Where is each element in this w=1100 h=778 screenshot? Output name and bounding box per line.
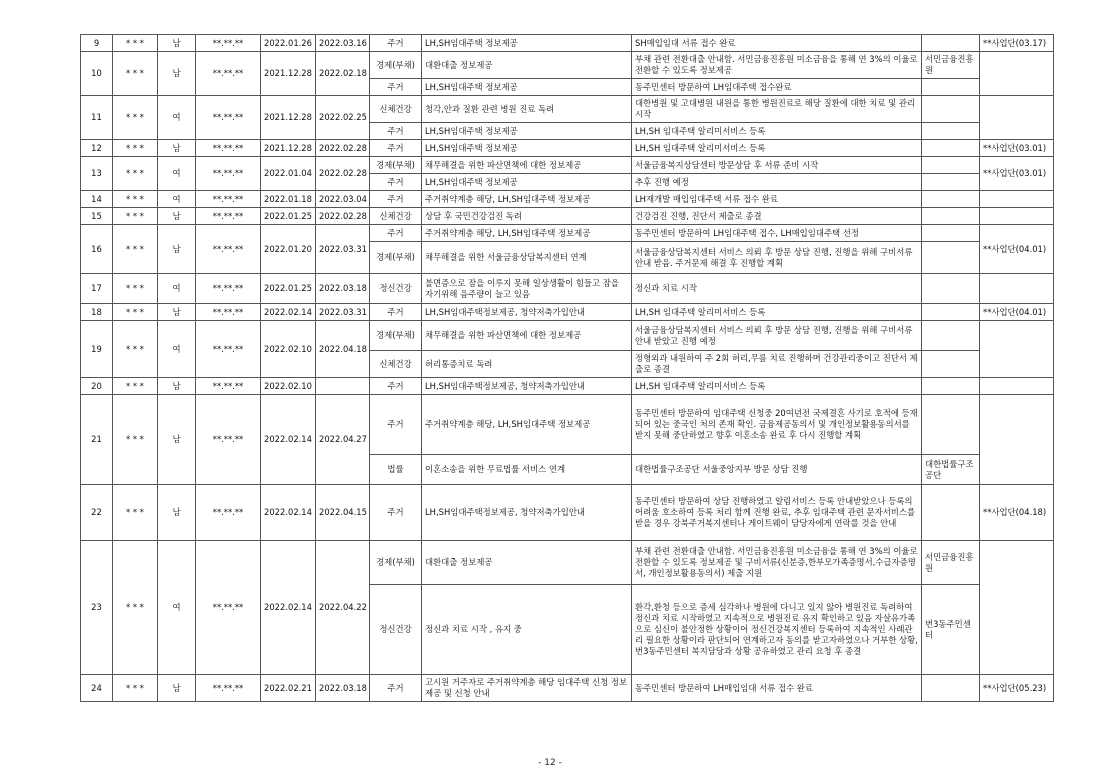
linked-org <box>922 351 980 378</box>
page-number: - 12 - <box>538 758 562 768</box>
service-area: 주거 <box>370 35 422 52</box>
client-sex: 여 <box>158 157 196 191</box>
service-result: 정신과 치료 시작 <box>632 274 922 304</box>
service-area: 경제(부채) <box>370 157 422 174</box>
table-row <box>81 52 1054 79</box>
client-name: * * * <box>113 96 158 140</box>
end-date: 2022.02.25 <box>316 96 370 140</box>
service-content: LH,SH임대주택 정보제공 <box>422 79 632 96</box>
service-result: 건강검진 진행, 진단서 제출로 종결 <box>632 208 922 225</box>
service-area: 경제(부채) <box>370 321 422 351</box>
start-date: 2022.02.14 <box>261 395 316 485</box>
service-result: 동주민센터 방문하여 LH매입임대 서류 접수 완료 <box>632 675 922 702</box>
client-birth: **.**.** <box>196 225 261 274</box>
client-sex: 남 <box>158 140 196 157</box>
service-content: 허리통증치료 독려 <box>422 351 632 378</box>
linked-org <box>922 274 980 304</box>
case-note: **사업단(04.01) <box>980 304 1054 321</box>
case-number: 19 <box>81 321 113 378</box>
service-area: 주거 <box>370 675 422 702</box>
service-result: 추후 진행 예정 <box>632 174 922 191</box>
case-number: 16 <box>81 225 113 274</box>
start-date: 2021.12.28 <box>261 96 316 140</box>
end-date: 2022.04.27 <box>316 395 370 485</box>
service-content: LH,SH임대주택정보제공, 청약저축가입안내 <box>422 304 632 321</box>
start-date: 2022.01.25 <box>261 274 316 304</box>
client-name: * * * <box>113 225 158 274</box>
service-content: LH,SH임대주택 정보제공 <box>422 35 632 52</box>
start-date: 2022.01.18 <box>261 191 316 208</box>
service-content: 채무해결을 위한 파산면책에 대한 정보제공 <box>422 157 632 174</box>
case-note: **사업단(04.18) <box>980 485 1054 541</box>
start-date: 2022.01.04 <box>261 157 316 191</box>
service-content: LH,SH임대주택 정보제공 <box>422 140 632 157</box>
client-sex: 남 <box>158 675 196 702</box>
start-date: 2022.01.20 <box>261 225 316 274</box>
service-content: 정신과 치료 시작 , 유지 중 <box>422 585 632 675</box>
case-note <box>980 96 1054 140</box>
table-row <box>81 485 1054 541</box>
linked-org <box>922 485 980 541</box>
client-name: * * * <box>113 541 158 675</box>
client-birth: **.**.** <box>196 378 261 395</box>
service-result: LH재개발 매입임대주택 서류 접수 완료 <box>632 191 922 208</box>
client-sex: 남 <box>158 208 196 225</box>
linked-org <box>922 395 980 455</box>
case-number: 15 <box>81 208 113 225</box>
client-sex: 여 <box>158 321 196 378</box>
start-date: 2022.02.14 <box>261 485 316 541</box>
service-result: LH,SH 임대주택 알리미서비스 등록 <box>632 304 922 321</box>
case-note <box>980 274 1054 304</box>
case-note: **사업단(03.01) <box>980 157 1054 191</box>
start-date: 2022.02.14 <box>261 304 316 321</box>
client-name: * * * <box>113 191 158 208</box>
client-sex: 남 <box>158 35 196 52</box>
case-note <box>980 52 1054 96</box>
service-area: 주거 <box>370 485 422 541</box>
service-content: 이혼소송을 위한 무료법률 서비스 연계 <box>422 455 632 485</box>
client-birth: **.**.** <box>196 191 261 208</box>
service-content: 주거취약계층 해당, LH,SH임대주택 정보제공 <box>422 395 632 455</box>
client-name: * * * <box>113 52 158 96</box>
client-name: * * * <box>113 208 158 225</box>
case-number: 9 <box>81 35 113 52</box>
case-note <box>980 541 1054 675</box>
linked-org: 대한법률구조공단 <box>922 455 980 485</box>
service-area: 정신건강 <box>370 585 422 675</box>
client-sex: 남 <box>158 304 196 321</box>
service-area: 경제(부채) <box>370 242 422 274</box>
client-birth: **.**.** <box>196 52 261 96</box>
table-row <box>81 225 1054 242</box>
client-sex: 여 <box>158 191 196 208</box>
case-number: 11 <box>81 96 113 140</box>
start-date: 2021.12.28 <box>261 140 316 157</box>
start-date: 2021.12.28 <box>261 52 316 96</box>
end-date: 2022.02.28 <box>316 157 370 191</box>
client-name: * * * <box>113 321 158 378</box>
client-name: * * * <box>113 157 158 191</box>
case-note: **사업단(04.01) <box>980 225 1054 274</box>
end-date: 2022.03.18 <box>316 274 370 304</box>
service-result: 서울금융상담복지센터 서비스 의뢰 후 방문 상담 진행, 진행을 위해 구비서류 안내 받음. 주거문제 해결 후 진행할 계획 <box>632 242 922 274</box>
service-content: 불면증으로 잠을 이루지 못해 일상생활이 힘들고 잠을 자기위해 음주량이 늘고 있음 <box>422 274 632 304</box>
start-date: 2022.02.21 <box>261 675 316 702</box>
service-result: 동주민센터 방문하여 상담 진행하였고 알림서비스 등록 안내받았으나 등록의 어려움 호소하여 등록 처리 함께 진행 완료, 추후 임대주택 관련 문자서비스를 받을 경우 강북주거복지센터나 게이트웨이 담당자에게 연락를 것을 안내 <box>632 485 922 541</box>
case-note <box>980 191 1054 208</box>
table-row <box>81 191 1054 208</box>
linked-org <box>922 208 980 225</box>
service-result: LH,SH 임대주택 알리미서비스 등록 <box>632 140 922 157</box>
table-row <box>81 35 1054 52</box>
case-number: 22 <box>81 485 113 541</box>
service-result: 정형외과 내원하여 주 2회 허리,무릎 치료 진행하며 건강관리중이고 진단서 제출로 종결 <box>632 351 922 378</box>
client-name: * * * <box>113 274 158 304</box>
client-name: * * * <box>113 485 158 541</box>
service-content: 청각,안과 질환 관련 병원 진료 독려 <box>422 96 632 123</box>
linked-org <box>922 35 980 52</box>
case-note: **사업단(05.23) <box>980 675 1054 702</box>
case-number: 17 <box>81 274 113 304</box>
end-date: 2022.03.31 <box>316 225 370 274</box>
client-birth: **.**.** <box>196 157 261 191</box>
client-sex: 남 <box>158 378 196 395</box>
case-number: 18 <box>81 304 113 321</box>
client-sex: 여 <box>158 274 196 304</box>
service-content: 채무해결을 위한 파산면책에 대한 정보제공 <box>422 321 632 351</box>
service-area: 주거 <box>370 225 422 242</box>
linked-org <box>922 242 980 274</box>
case-note: **사업단(03.17) <box>980 35 1054 52</box>
service-content: LH,SH임대주택정보제공, 청약저축가입안내 <box>422 378 632 395</box>
service-result: LH,SH 임대주택 알리미서비스 등록 <box>632 123 922 140</box>
linked-org: 번3동주민센터 <box>922 585 980 675</box>
linked-org <box>922 225 980 242</box>
linked-org <box>922 96 980 123</box>
start-date: 2022.02.10 <box>261 321 316 378</box>
client-birth: **.**.** <box>196 485 261 541</box>
start-date: 2022.02.10 <box>261 378 316 395</box>
table-row <box>81 157 1054 174</box>
linked-org <box>922 79 980 96</box>
service-content: 상담 후 국민건강검진 독려 <box>422 208 632 225</box>
service-content: 대환대출 정보제공 <box>422 52 632 79</box>
linked-org <box>922 675 980 702</box>
linked-org: 서민금융진흥원 <box>922 52 980 79</box>
service-result: 동주민센터 방문하여 LH임대주택 접수완료 <box>632 79 922 96</box>
case-table <box>80 34 1054 702</box>
client-name: * * * <box>113 675 158 702</box>
service-area: 법률 <box>370 455 422 485</box>
case-number: 14 <box>81 191 113 208</box>
client-sex: 남 <box>158 225 196 274</box>
client-birth: **.**.** <box>196 96 261 140</box>
client-birth: **.**.** <box>196 321 261 378</box>
end-date: 2022.03.31 <box>316 304 370 321</box>
case-note <box>980 378 1054 395</box>
client-name: * * * <box>113 35 158 52</box>
end-date: 2022.02.28 <box>316 140 370 157</box>
client-birth: **.**.** <box>196 541 261 675</box>
client-name: * * * <box>113 395 158 485</box>
end-date: 2022.02.28 <box>316 208 370 225</box>
case-note <box>980 321 1054 378</box>
client-sex: 남 <box>158 395 196 485</box>
service-result: 대한법률구조공단 서울중앙지부 방문 상담 진행 <box>632 455 922 485</box>
table-row <box>81 378 1054 395</box>
linked-org <box>922 378 980 395</box>
client-sex: 남 <box>158 485 196 541</box>
end-date: 2022.04.15 <box>316 485 370 541</box>
linked-org <box>922 157 980 174</box>
end-date <box>316 378 370 395</box>
service-result: 환각,환청 등으로 증세 심각하나 병원에 다니고 있지 않아 병원진료 독려하여 정신과 치료 시작하였고 지속적으로 병원진료 유지 확인하고 있음 자살유가족으로 심신이 불안정한 상황이어 정신건강복지센터 등록하여 지속적인 사례관리 필요한 상황이라 판단되어 연계하고자 동의를 받고자하였으나 거부한 상황, 번3동주민센터 복지담당과 상황 공유하였고 관리 요청 후 종결 <box>632 585 922 675</box>
service-result: LH,SH 임대주택 알리미서비스 등록 <box>632 378 922 395</box>
service-area: 경제(부채) <box>370 541 422 585</box>
end-date: 2022.03.04 <box>316 191 370 208</box>
start-date: 2022.01.26 <box>261 35 316 52</box>
service-area: 주거 <box>370 123 422 140</box>
linked-org: 서민금융진흥원 <box>922 541 980 585</box>
start-date: 2022.01.25 <box>261 208 316 225</box>
service-content: LH,SH임대주택 정보제공 <box>422 174 632 191</box>
start-date: 2022.02.14 <box>261 541 316 675</box>
case-number: 24 <box>81 675 113 702</box>
client-birth: **.**.** <box>196 35 261 52</box>
service-result: 동주민센터 방문하여 임대주택 신청중 20여년전 국제결혼 사기로 호적에 등재되어 있는 중국인 처의 존재 확인. 금융제공동의서 및 개인정보활용동의서를 받지 못해 중단하였고 향후 이혼소송 완료 후 다시 진행할 계획 <box>632 395 922 455</box>
service-content: 주거취약계층 해당, LH,SH임대주택 정보제공 <box>422 191 632 208</box>
end-date: 2022.03.16 <box>316 35 370 52</box>
client-sex: 여 <box>158 96 196 140</box>
service-area: 주거 <box>370 174 422 191</box>
end-date: 2022.02.18 <box>316 52 370 96</box>
service-area: 정신건강 <box>370 274 422 304</box>
end-date: 2022.04.22 <box>316 541 370 675</box>
case-number: 21 <box>81 395 113 485</box>
service-area: 신체건강 <box>370 96 422 123</box>
case-number: 10 <box>81 52 113 96</box>
service-area: 주거 <box>370 395 422 455</box>
case-note: **사업단(03.01) <box>980 140 1054 157</box>
case-note <box>980 208 1054 225</box>
case-number: 12 <box>81 140 113 157</box>
client-sex: 여 <box>158 541 196 675</box>
table-row <box>81 304 1054 321</box>
service-result: SH매입임대 서류 접수 완료 <box>632 35 922 52</box>
linked-org <box>922 191 980 208</box>
client-name: * * * <box>113 140 158 157</box>
service-content: 주거취약계층 해당, LH,SH임대주택 정보제공 <box>422 225 632 242</box>
linked-org <box>922 123 980 140</box>
service-area: 신체건강 <box>370 351 422 378</box>
service-area: 주거 <box>370 378 422 395</box>
client-birth: **.**.** <box>196 675 261 702</box>
service-area: 주거 <box>370 304 422 321</box>
service-content: 고시원 거주자로 주거취약계층 해당 임대주택 신청 정보제공 및 신청 안내 <box>422 675 632 702</box>
linked-org <box>922 321 980 351</box>
service-area: 주거 <box>370 79 422 96</box>
table-row <box>81 675 1054 702</box>
linked-org <box>922 174 980 191</box>
client-sex: 남 <box>158 52 196 96</box>
linked-org <box>922 140 980 157</box>
client-birth: **.**.** <box>196 140 261 157</box>
client-birth: **.**.** <box>196 274 261 304</box>
case-note <box>980 395 1054 485</box>
case-number: 23 <box>81 541 113 675</box>
service-area: 주거 <box>370 140 422 157</box>
service-result: 부채 관련 전환대출 안내함. 서민금융진흥원 미소금융을 통해 연 3%의 이율로 전환할 수 있도록 정보제공 및 구비서류(신분증,한부모가족증명서,수급자증명서, 개인정보활용동의서) 제출 지원 <box>632 541 922 585</box>
case-number: 20 <box>81 378 113 395</box>
service-content: 대환대출 정보제공 <box>422 541 632 585</box>
end-date: 2022.04.18 <box>316 321 370 378</box>
case-number: 13 <box>81 157 113 191</box>
table-row <box>81 96 1054 123</box>
service-area: 주거 <box>370 191 422 208</box>
service-area: 경제(부채) <box>370 52 422 79</box>
service-content: 채무해결을 위한 서울금융상담복지센터 연계 <box>422 242 632 274</box>
table-row <box>81 321 1054 351</box>
client-name: * * * <box>113 304 158 321</box>
service-area: 신체건강 <box>370 208 422 225</box>
service-content: LH,SH임대주택정보제공, 청약저축가입안내 <box>422 485 632 541</box>
service-result: 동주민센터 방문하여 LH임대주택 접수, LH매입임대주택 선정 <box>632 225 922 242</box>
service-result: 서울금융복지상담센터 방문상담 후 서류 준비 시작 <box>632 157 922 174</box>
table-row <box>81 395 1054 455</box>
client-birth: **.**.** <box>196 304 261 321</box>
client-name: * * * <box>113 378 158 395</box>
table-row <box>81 140 1054 157</box>
table-row <box>81 208 1054 225</box>
end-date: 2022.03.18 <box>316 675 370 702</box>
table-row <box>81 541 1054 585</box>
service-result: 서울금융상담복지센터 서비스 의뢰 후 방문 상담 진행, 진행을 위해 구비서류 안내 받았고 진행 예정 <box>632 321 922 351</box>
client-birth: **.**.** <box>196 208 261 225</box>
service-content: LH,SH임대주택 정보제공 <box>422 123 632 140</box>
linked-org <box>922 304 980 321</box>
table-row <box>81 274 1054 304</box>
service-result: 대한병원 및 고대병원 내원을 통한 병원진료로 해당 질환에 대한 치료 및 관리 시작 <box>632 96 922 123</box>
client-birth: **.**.** <box>196 395 261 485</box>
service-result: 부채 관련 전환대출 안내함. 서민금융진흥원 미소금융을 통해 연 3%의 이율로 전환할 수 있도록 정보제공 <box>632 52 922 79</box>
